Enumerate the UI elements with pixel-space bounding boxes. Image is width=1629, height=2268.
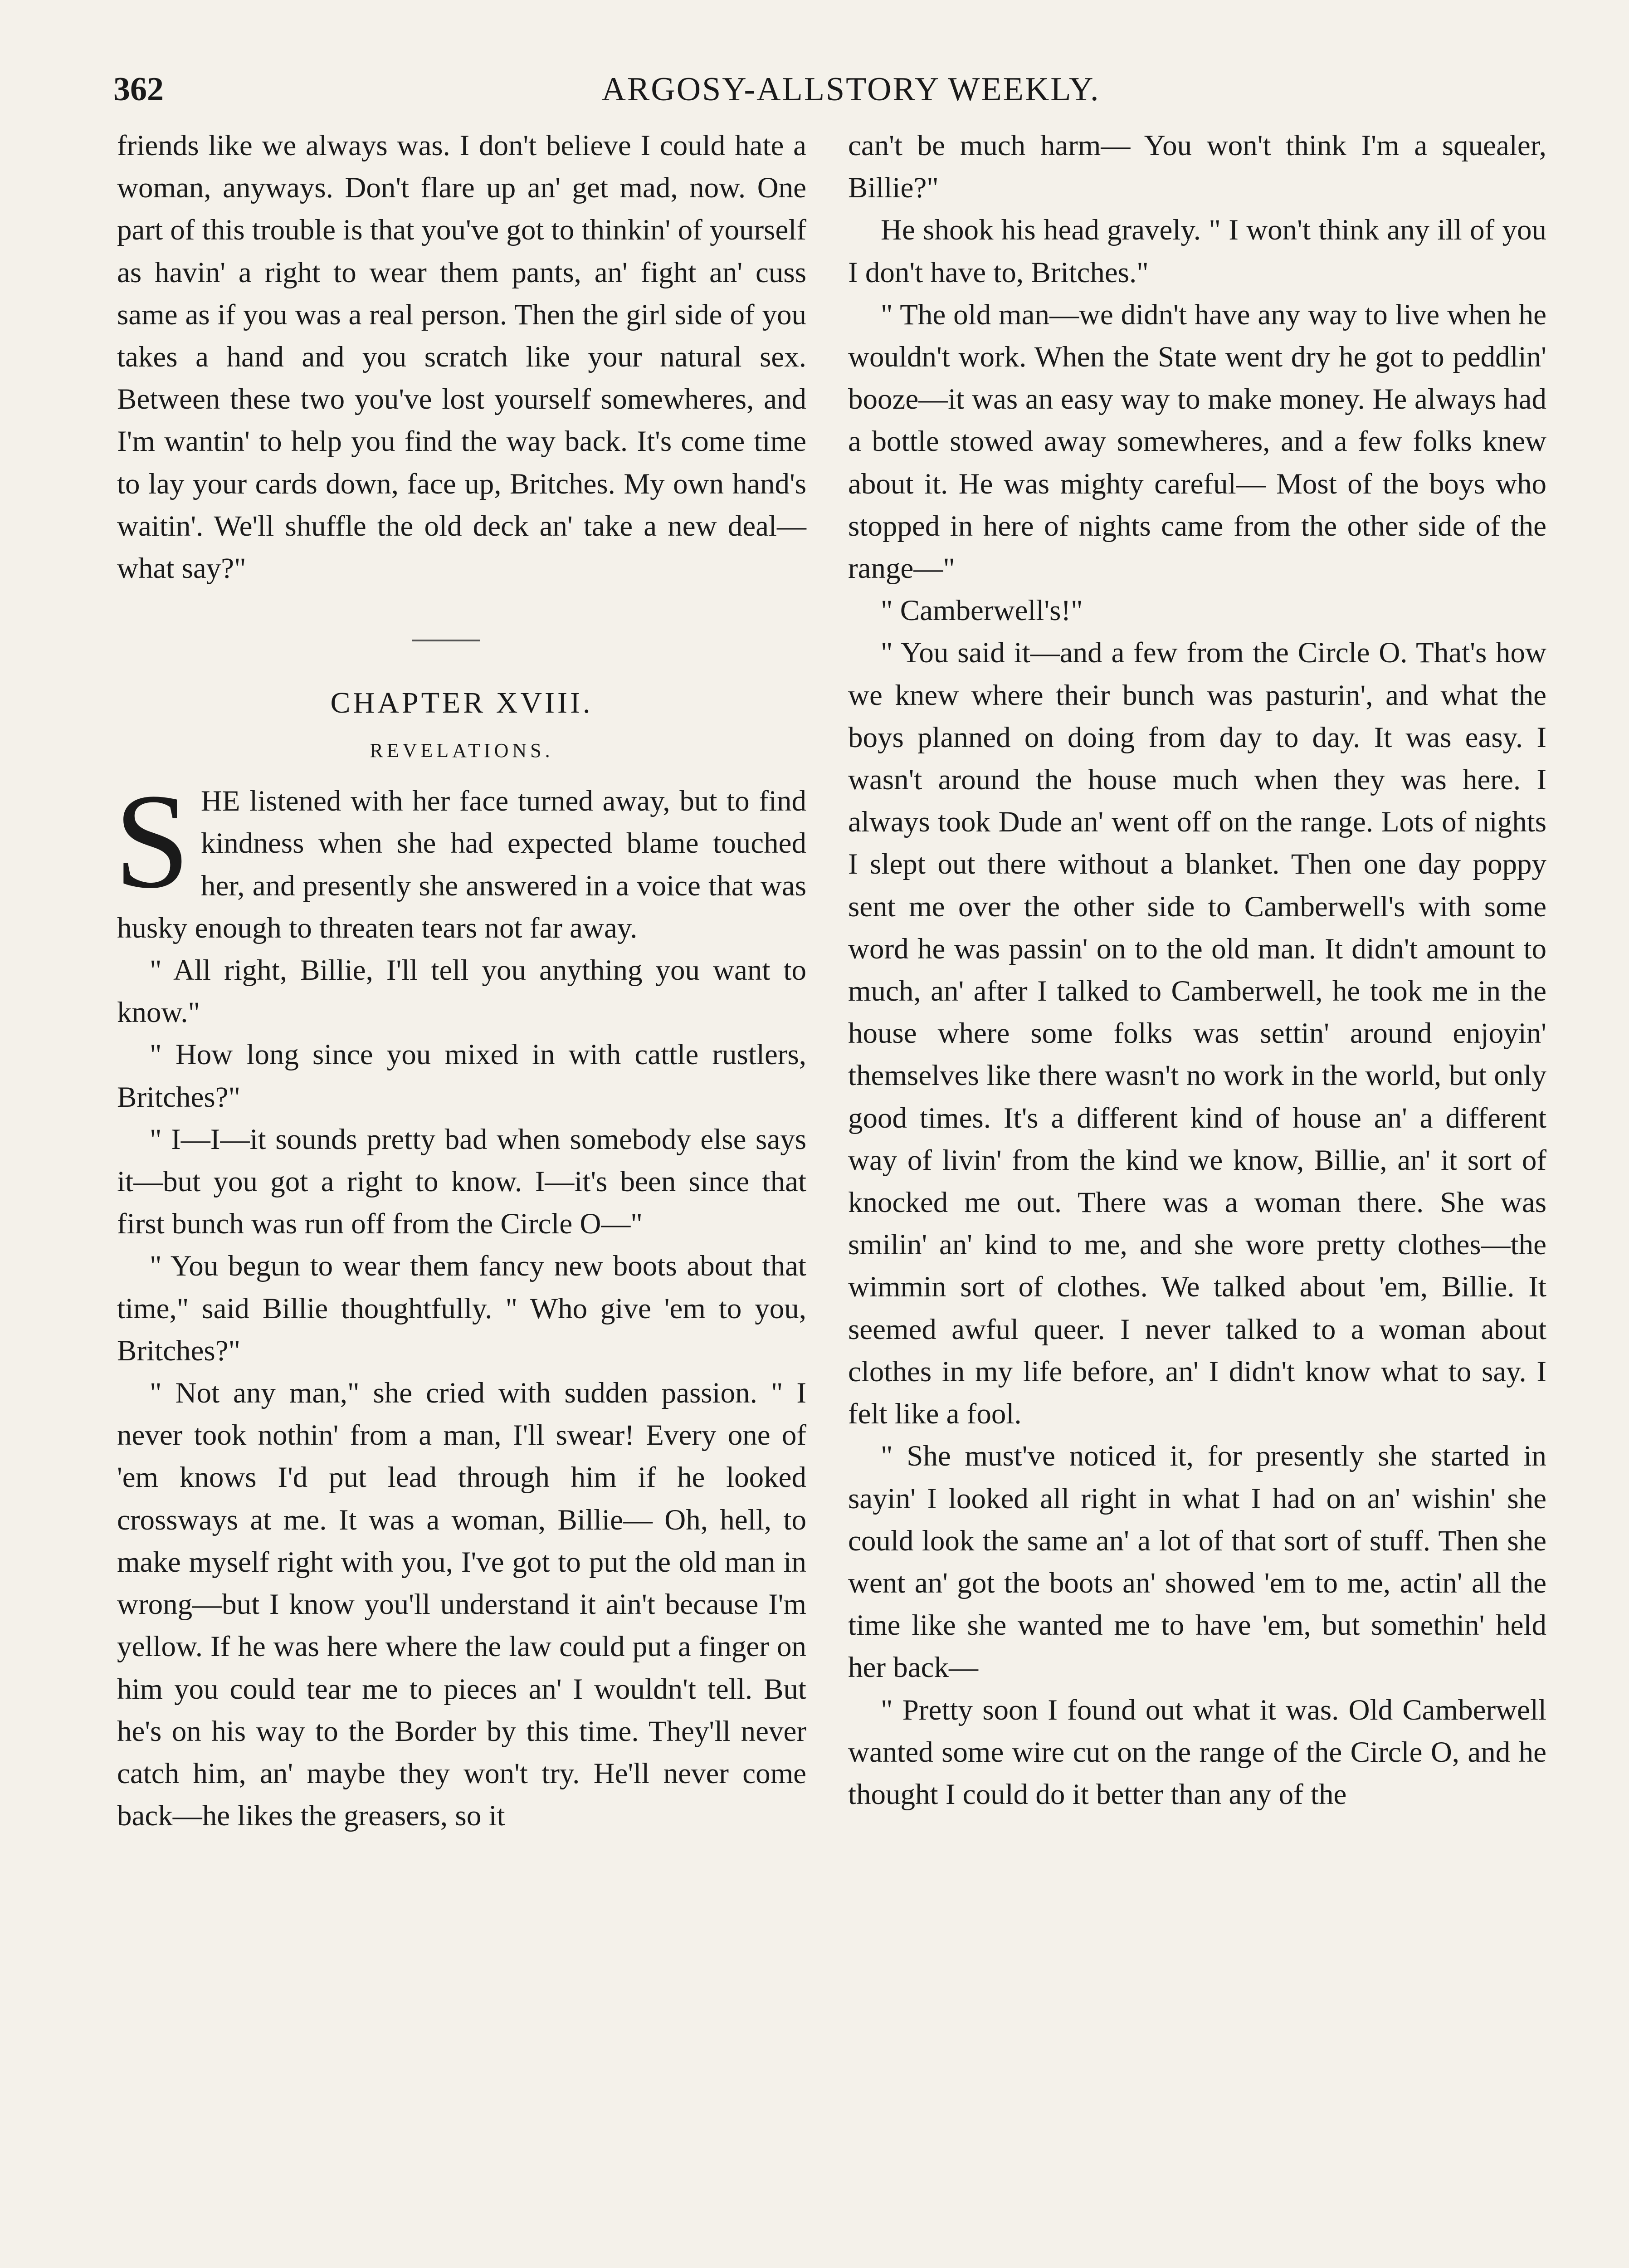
paragraph: " You said it—and a few from the Circle O. That's how we knew where their bunch was pasturin', and what the boys planned on doing from day to day. It was easy. I wasn't around the house much when they was here. I always took Dude an' went off on the range. Lots of nights I slept out there without a blanket. Then one day poppy sent me over the other side to Camberwell's with some word he was passin' on to the old man. It didn't amount to much, an' after I talked to Camberwell, he took me in the house where some folks was settin' around enjoyin' themselves like there wasn't no work in the world, but only good times. It's a different kind of house an' a different way of livin' from the kind we know, Billie, an' it sort of knocked me out. There was a woman there. She was smilin' an' kind to me, and she wore pretty clothes—the wimmin sort of clothes. We talked about 'em, Billie. It seemed awful queer. I never talked to a woman about clothes in my life before, an' I didn't know what to say. I felt like a fool. (848, 636, 1546, 1431)
paragraph: " Camberwell's!" (881, 594, 1083, 627)
paragraph: " She must've noticed it, for presently she started in sayin' I looked all right in what I had on an' wishin' she could look the same an' a lot of that sort of stuff. Then she went an' got the boots an' showed 'em to me, actin' all the time like she wanted me to have 'em, but somethin' held her back— (848, 1440, 1546, 1684)
right-column (848, 125, 1546, 1816)
paragraph: " The old man—we didn't have any way to live when he wouldn't work. When the State went dry he got to peddlin' booze—it was an easy way to make money. He always had a bottle stowed away somewheres, and a few folks knew about it. He was mighty careful— Most of the boys who stopped in here of nights came from the other side of the range—" (848, 298, 1546, 585)
running-head: ARGOSY-ALLSTORY WEEKLY. (601, 71, 1100, 108)
chapter-subtitle: REVELATIONS. (370, 739, 554, 762)
paragraph: " How long since you mixed in with cattle rustlers, Britches?" (117, 1038, 806, 1114)
continuation-paragraph: can't be much harm— You won't think I'm a squealer, Billie?" (848, 129, 1546, 205)
page-header (113, 50, 1561, 109)
page-number: 362 (113, 71, 164, 108)
paragraph: " Not any man," she cried with sudden passion. " I never took nothin' from a man, I'll swear! Every one of 'em knows I'd put lead through him if he looked crossways at me. It was a woman, Billie— Oh, hell, to make myself right with you, I've got to put the old man in wrong—but I know you'll understand it ain't because I'm yellow. If he was here where the law could put a finger on him you could tear me to pieces an' I wouldn't tell. But he's on his way to the Border by this time. They'll never catch him, an' maybe they won't try. He'll never come back—he likes the greasers, so it (117, 1377, 806, 1833)
chapter-title: CHAPTER XVIII. (330, 686, 593, 720)
paragraph: He shook his head gravely. " I won't think any ill of you I don't have to, Britches." (848, 214, 1546, 289)
opening-paragraph: friends like we always was. I don't believe I could hate a woman, anyways. Don't flare up an' get mad, now. One part of this trouble is that you've got to thinkin' of yourself as havin' a right to wear them pants, an' fight an' cuss same as if you was a real person. Then the girl side of you takes a hand and you scratch like your natural sex. Between these two you've lost yourself somewheres, and I'm wantin' to help you find the way back. It's come time to lay your cards down, face up, Britches. My own hand's waitin'. We'll shuffle the old deck an' take a new deal—what say?" (117, 129, 807, 585)
drop-cap: S (114, 766, 190, 917)
paragraph: " I—I—it sounds pretty bad when somebody else says it—but you got a right to know. I—it's been since that first bunch was run off from the Circle O—" (117, 1123, 806, 1241)
first-paragraph-text: HE listened with her face turned away, but to find kindness when she had expected blame touched her, and presently she answered in a voice that was husky enough to threaten tears not far away. (117, 785, 806, 944)
left-column (114, 125, 807, 1837)
paragraph: " Pretty soon I found out what it was. Old Camberwell wanted some wire cut on the range of the Circle O, and he thought I could do it better than any of the (848, 1693, 1546, 1811)
paragraph: " You begun to wear them fancy new boots about that time," said Billie thoughtfully. " Who give 'em to you, Britches?" (117, 1250, 806, 1367)
chapter-first-paragraph (114, 766, 806, 949)
section-separator (117, 590, 806, 676)
paragraph: " All right, Billie, I'll tell you anything you want to know." (117, 954, 806, 1029)
